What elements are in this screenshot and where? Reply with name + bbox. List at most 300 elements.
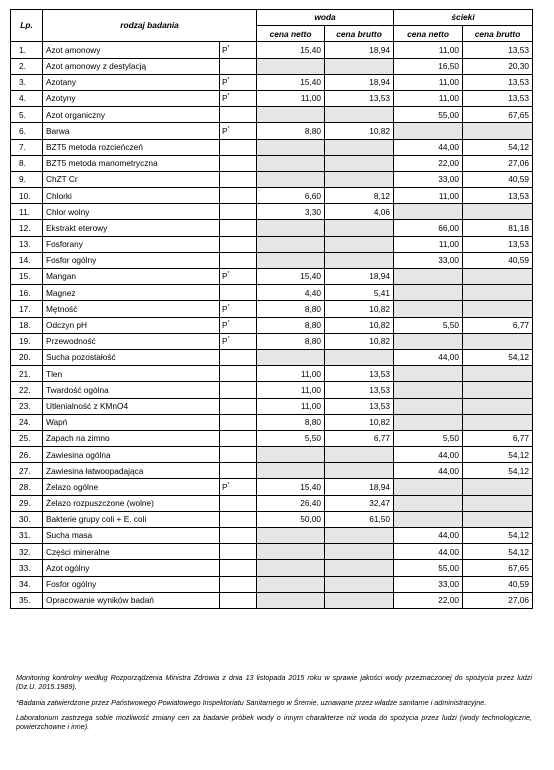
p-asterisk: * <box>227 336 230 343</box>
row-sewage-gross <box>463 285 533 301</box>
row-lp: 4. <box>11 90 43 106</box>
table-row <box>11 269 533 285</box>
row-water-gross <box>325 155 394 171</box>
row-water-gross: 10,82 <box>325 333 394 349</box>
row-test-name: Sucha masa <box>43 528 220 544</box>
row-sewage-net <box>394 382 463 398</box>
table-row <box>11 123 533 139</box>
row-lp: 19. <box>11 333 43 349</box>
header-woda: woda <box>257 10 394 26</box>
row-p-marker <box>220 382 257 398</box>
row-water-gross <box>325 447 394 463</box>
price-table <box>10 9 533 609</box>
row-sewage-gross: 13,53 <box>463 90 533 106</box>
row-test-name: Fosforany <box>43 236 220 252</box>
row-test-name: Zapach na zimno <box>43 430 220 446</box>
header-row-groups <box>11 10 533 26</box>
row-test-name: Przewodność <box>43 333 220 349</box>
row-water-net <box>257 592 325 608</box>
row-test-name: BZT5 metoda manometryczna <box>43 155 220 171</box>
row-sewage-gross <box>463 382 533 398</box>
row-test-name: Barwa <box>43 123 220 139</box>
row-p-marker <box>220 90 257 106</box>
row-lp: 10. <box>11 188 43 204</box>
row-p-marker <box>220 285 257 301</box>
row-sewage-net: 11,00 <box>394 236 463 252</box>
row-sewage-net: 44,00 <box>394 447 463 463</box>
row-sewage-gross: 6,77 <box>463 317 533 333</box>
row-test-name: Wapń <box>43 414 220 430</box>
row-sewage-net: 55,00 <box>394 560 463 576</box>
row-lp: 23. <box>11 398 43 414</box>
row-test-name: Chlorki <box>43 188 220 204</box>
row-sewage-net: 44,00 <box>394 463 463 479</box>
note-approved: *Badania zatwierdzone przez Państwowego Powiatowego Inspektoriatu Sanitarnego w Śremie, uznawane przez władze sanitarne i administracyjne. <box>16 697 487 707</box>
header-woda-brutto: cena brutto <box>325 26 394 42</box>
table-row <box>11 220 533 236</box>
row-sewage-gross <box>463 204 533 220</box>
row-water-net: 8,80 <box>257 414 325 430</box>
row-water-net: 11,00 <box>257 366 325 382</box>
row-p-marker <box>220 155 257 171</box>
row-water-net: 50,00 <box>257 511 325 527</box>
row-lp: 9. <box>11 171 43 187</box>
row-water-gross: 5,41 <box>325 285 394 301</box>
row-water-net <box>257 252 325 268</box>
row-sewage-gross: 13,53 <box>463 74 533 90</box>
table-row <box>11 495 533 511</box>
row-water-gross: 10,82 <box>325 317 394 333</box>
row-lp: 20. <box>11 349 43 365</box>
p-asterisk: * <box>227 481 230 488</box>
row-p-marker <box>220 236 257 252</box>
footnotes <box>16 673 532 738</box>
row-sewage-net: 11,00 <box>394 74 463 90</box>
table-row <box>11 430 533 446</box>
row-water-gross: 8,12 <box>325 188 394 204</box>
table-row <box>11 592 533 608</box>
table-row <box>11 74 533 90</box>
row-lp: 22. <box>11 382 43 398</box>
row-water-net: 8,80 <box>257 317 325 333</box>
table-row <box>11 188 533 204</box>
table-row <box>11 155 533 171</box>
header-scieki-brutto: cena brutto <box>463 26 533 42</box>
p-asterisk: * <box>227 125 230 132</box>
p-asterisk: * <box>227 320 230 326</box>
row-sewage-gross <box>463 333 533 349</box>
table-row <box>11 333 533 349</box>
row-sewage-gross: 13,53 <box>463 42 533 58</box>
row-water-net <box>257 349 325 365</box>
row-water-gross <box>325 252 394 268</box>
row-water-gross <box>325 544 394 560</box>
row-test-name: ChZT Cr <box>43 171 220 187</box>
row-water-net: 8,80 <box>257 301 325 317</box>
row-sewage-net: 5,50 <box>394 317 463 333</box>
row-water-net: 11,00 <box>257 382 325 398</box>
table-row <box>11 204 533 220</box>
row-sewage-gross: 6,77 <box>463 430 533 446</box>
row-lp: 16. <box>11 285 43 301</box>
row-p-marker <box>220 366 257 382</box>
row-test-name: Azot organiczny <box>43 107 220 123</box>
row-lp: 2. <box>11 58 43 74</box>
row-sewage-net <box>394 495 463 511</box>
table-row <box>11 463 533 479</box>
table-row <box>11 139 533 155</box>
row-water-net <box>257 58 325 74</box>
row-water-gross <box>325 139 394 155</box>
row-sewage-gross: 54,12 <box>463 139 533 155</box>
p-letter: P <box>222 320 228 330</box>
row-sewage-gross: 54,12 <box>463 544 533 560</box>
row-p-marker <box>220 107 257 123</box>
row-sewage-gross <box>463 269 533 285</box>
row-water-net <box>257 236 325 252</box>
p-letter: P <box>222 77 228 88</box>
row-test-name: Fosfor ogólny <box>43 252 220 268</box>
table-row <box>11 107 533 123</box>
row-sewage-gross <box>463 414 533 430</box>
row-sewage-net: 33,00 <box>394 252 463 268</box>
row-p-marker <box>220 511 257 527</box>
row-lp: 17. <box>11 301 43 317</box>
p-asterisk: * <box>227 303 230 310</box>
p-asterisk: * <box>227 44 230 51</box>
row-p-marker <box>220 58 257 74</box>
row-p-marker <box>220 74 257 90</box>
row-sewage-gross: 67,65 <box>463 560 533 576</box>
table-row <box>11 301 533 317</box>
row-water-gross <box>325 528 394 544</box>
row-sewage-net <box>394 285 463 301</box>
row-sewage-gross: 54,12 <box>463 349 533 365</box>
row-water-gross <box>325 349 394 365</box>
row-test-name: Twardość ogólna <box>43 382 220 398</box>
p-letter: P <box>222 481 228 492</box>
row-sewage-gross <box>463 301 533 317</box>
row-p-marker <box>220 576 257 592</box>
row-water-net: 6,60 <box>257 188 325 204</box>
row-water-net: 11,00 <box>257 90 325 106</box>
row-lp: 34. <box>11 576 43 592</box>
row-sewage-gross: 40,59 <box>463 252 533 268</box>
row-water-net: 5,50 <box>257 430 325 446</box>
row-sewage-net <box>394 398 463 414</box>
row-sewage-net: 44,00 <box>394 544 463 560</box>
row-p-marker <box>220 123 257 139</box>
row-water-net: 11,00 <box>257 398 325 414</box>
row-water-net <box>257 155 325 171</box>
row-p-marker <box>220 204 257 220</box>
row-water-net <box>257 463 325 479</box>
row-water-net <box>257 139 325 155</box>
header-scieki-netto: cena netto <box>394 26 463 42</box>
row-p-marker <box>220 349 257 365</box>
row-lp: 24. <box>11 414 43 430</box>
row-sewage-net <box>394 511 463 527</box>
row-sewage-net <box>394 366 463 382</box>
row-lp: 26. <box>11 447 43 463</box>
row-test-name: Sucha pozostałość <box>43 349 220 365</box>
table-row <box>11 171 533 187</box>
row-sewage-net <box>394 479 463 495</box>
row-lp: 1. <box>11 42 43 58</box>
row-water-gross: 13,53 <box>325 382 394 398</box>
row-water-gross: 10,82 <box>325 123 394 139</box>
row-water-gross: 18,94 <box>325 74 394 90</box>
row-sewage-gross: 81,18 <box>463 220 533 236</box>
row-test-name: Azotyny <box>43 90 220 106</box>
row-lp: 28. <box>11 479 43 495</box>
row-lp: 3. <box>11 74 43 90</box>
row-water-gross <box>325 576 394 592</box>
table-body <box>11 42 533 609</box>
row-sewage-net: 22,00 <box>394 155 463 171</box>
row-water-net <box>257 560 325 576</box>
table-row <box>11 479 533 495</box>
row-test-name: Utlenialność z KMnO4 <box>43 398 220 414</box>
table-row <box>11 528 533 544</box>
row-p-marker <box>220 528 257 544</box>
row-lp: 8. <box>11 155 43 171</box>
row-test-name: Magnez <box>43 285 220 301</box>
row-lp: 33. <box>11 560 43 576</box>
row-sewage-net: 44,00 <box>394 528 463 544</box>
row-lp: 11. <box>11 204 43 220</box>
header-scieki: ścieki <box>394 10 533 26</box>
row-water-net <box>257 171 325 187</box>
row-lp: 35. <box>11 592 43 608</box>
row-p-marker <box>220 463 257 479</box>
table-row <box>11 252 533 268</box>
row-test-name: Żelazo rozpuszczone (wolne) <box>43 495 220 511</box>
p-letter: P <box>222 93 228 104</box>
row-water-net <box>257 576 325 592</box>
note-monitoring: Monitoring kontrolny według Rozporządzenia Ministra Zdrowia z dnia 13 listopada 2015 roku w sprawie jakości wody przeznaczonej do spożycia przez ludzi (Dz.U. 2015.1989). <box>16 673 532 692</box>
row-p-marker <box>220 220 257 236</box>
row-sewage-gross <box>463 366 533 382</box>
row-water-gross <box>325 463 394 479</box>
row-p-marker <box>220 139 257 155</box>
p-letter: P <box>222 44 228 55</box>
row-test-name: Żelazo ogólne <box>43 479 220 495</box>
row-lp: 21. <box>11 366 43 382</box>
row-p-marker <box>220 592 257 608</box>
table-row <box>11 366 533 382</box>
row-water-net: 4,40 <box>257 285 325 301</box>
row-sewage-gross: 54,12 <box>463 463 533 479</box>
table-row <box>11 285 533 301</box>
table-row <box>11 317 533 333</box>
row-p-marker <box>220 269 257 285</box>
row-sewage-gross: 27,06 <box>463 155 533 171</box>
row-lp: 14. <box>11 252 43 268</box>
row-water-net: 8,80 <box>257 333 325 349</box>
row-test-name: Odczyn pH <box>43 317 220 333</box>
row-test-name: Tlen <box>43 366 220 382</box>
row-sewage-net: 44,00 <box>394 349 463 365</box>
row-water-net <box>257 447 325 463</box>
row-test-name: Mangan <box>43 269 220 285</box>
row-sewage-gross: 20,30 <box>463 58 533 74</box>
row-sewage-net <box>394 414 463 430</box>
p-asterisk: * <box>227 93 230 100</box>
row-lp: 31. <box>11 528 43 544</box>
row-sewage-gross <box>463 479 533 495</box>
row-water-net: 15,40 <box>257 269 325 285</box>
row-sewage-net <box>394 301 463 317</box>
header-rodzaj: rodzaj badania <box>43 10 257 42</box>
p-letter: P <box>222 125 228 136</box>
p-letter: P <box>222 303 228 314</box>
row-sewage-gross: 13,53 <box>463 188 533 204</box>
row-lp: 5. <box>11 107 43 123</box>
row-sewage-gross: 54,12 <box>463 528 533 544</box>
table-row <box>11 414 533 430</box>
table-row <box>11 42 533 58</box>
row-water-net: 15,40 <box>257 74 325 90</box>
table-row <box>11 382 533 398</box>
table-row <box>11 544 533 560</box>
row-p-marker <box>220 42 257 58</box>
row-test-name: Azot amonowy z destylacją <box>43 58 220 74</box>
row-water-net <box>257 107 325 123</box>
row-lp: 29. <box>11 495 43 511</box>
row-p-marker <box>220 544 257 560</box>
row-sewage-net: 11,00 <box>394 90 463 106</box>
p-asterisk: * <box>227 271 230 278</box>
row-test-name: Opracowanie wyników badań <box>43 592 220 608</box>
row-lp: 6. <box>11 123 43 139</box>
table-row <box>11 576 533 592</box>
row-lp: 27. <box>11 463 43 479</box>
row-p-marker <box>220 414 257 430</box>
row-water-gross: 10,82 <box>325 301 394 317</box>
row-test-name: Części mineralne <box>43 544 220 560</box>
row-water-gross: 6,77 <box>325 430 394 446</box>
row-test-name: Azot ogólny <box>43 560 220 576</box>
p-letter: P <box>222 336 228 347</box>
row-water-gross <box>325 236 394 252</box>
row-water-gross: 18,94 <box>325 269 394 285</box>
row-water-net <box>257 528 325 544</box>
row-test-name: Mętność <box>43 301 220 317</box>
row-sewage-gross <box>463 495 533 511</box>
row-lp: 12. <box>11 220 43 236</box>
row-test-name: Azot amonowy <box>43 42 220 58</box>
row-test-name: Fosfor ogólny <box>43 576 220 592</box>
row-water-gross: 32,47 <box>325 495 394 511</box>
row-sewage-net: 33,00 <box>394 171 463 187</box>
row-sewage-net: 11,00 <box>394 188 463 204</box>
row-water-gross <box>325 592 394 608</box>
row-sewage-net: 16,50 <box>394 58 463 74</box>
row-test-name: BZT5 metoda rozcieńczeń <box>43 139 220 155</box>
row-lp: 18. <box>11 317 43 333</box>
row-water-gross: 13,53 <box>325 366 394 382</box>
row-p-marker <box>220 430 257 446</box>
row-test-name: Bakterie grupy coli + E. coli <box>43 511 220 527</box>
row-sewage-net: 11,00 <box>394 42 463 58</box>
row-water-gross <box>325 220 394 236</box>
table-row <box>11 398 533 414</box>
row-lp: 7. <box>11 139 43 155</box>
row-test-name: Ekstrakt eterowy <box>43 220 220 236</box>
note-reserve: Laboratorium zastrzega sobie możliwość zmiany cen za badanie próbek wody o innym charakterze niż woda do spożycia przez ludzi (wody technologiczne, powierzchowne i inne). <box>16 713 532 732</box>
row-water-gross <box>325 560 394 576</box>
header-lp: Lp. <box>11 10 43 42</box>
row-water-net: 3,30 <box>257 204 325 220</box>
table-row <box>11 236 533 252</box>
row-water-gross: 13,53 <box>325 398 394 414</box>
row-sewage-gross <box>463 123 533 139</box>
p-asterisk: * <box>227 77 230 84</box>
row-test-name: Zawiesina ogólna <box>43 447 220 463</box>
row-sewage-gross: 67,65 <box>463 107 533 123</box>
row-sewage-gross: 40,59 <box>463 576 533 592</box>
table-row <box>11 349 533 365</box>
row-sewage-net: 66,00 <box>394 220 463 236</box>
row-sewage-gross: 40,59 <box>463 171 533 187</box>
row-p-marker <box>220 301 257 317</box>
row-lp: 32. <box>11 544 43 560</box>
row-p-marker <box>220 317 257 333</box>
row-water-net <box>257 544 325 560</box>
row-water-gross: 18,94 <box>325 479 394 495</box>
row-water-gross: 13,53 <box>325 90 394 106</box>
row-sewage-net <box>394 204 463 220</box>
row-water-net: 8,80 <box>257 123 325 139</box>
p-letter: P <box>222 271 228 282</box>
row-water-net: 15,40 <box>257 42 325 58</box>
table-row <box>11 58 533 74</box>
row-sewage-net: 44,00 <box>394 139 463 155</box>
row-p-marker <box>220 479 257 495</box>
row-p-marker <box>220 333 257 349</box>
row-water-gross: 18,94 <box>325 42 394 58</box>
row-lp: 30. <box>11 511 43 527</box>
row-p-marker <box>220 171 257 187</box>
row-water-gross: 4,06 <box>325 204 394 220</box>
row-sewage-net <box>394 269 463 285</box>
row-p-marker <box>220 560 257 576</box>
row-p-marker <box>220 252 257 268</box>
row-sewage-gross: 13,53 <box>463 236 533 252</box>
row-lp: 13. <box>11 236 43 252</box>
row-water-gross <box>325 58 394 74</box>
row-p-marker <box>220 495 257 511</box>
row-p-marker <box>220 188 257 204</box>
table-row <box>11 560 533 576</box>
row-sewage-net: 55,00 <box>394 107 463 123</box>
row-water-net: 15,40 <box>257 479 325 495</box>
row-sewage-gross: 54,12 <box>463 447 533 463</box>
row-water-net: 26,40 <box>257 495 325 511</box>
row-sewage-gross <box>463 511 533 527</box>
row-water-gross: 10,82 <box>325 414 394 430</box>
row-lp: 15. <box>11 269 43 285</box>
row-sewage-gross: 27,06 <box>463 592 533 608</box>
row-sewage-net: 33,00 <box>394 576 463 592</box>
table-row <box>11 90 533 106</box>
header-woda-netto: cena netto <box>257 26 325 42</box>
row-sewage-net: 5,50 <box>394 430 463 446</box>
table-row <box>11 511 533 527</box>
row-test-name: Zawiesina łatwoopadająca <box>43 463 220 479</box>
table-row <box>11 447 533 463</box>
